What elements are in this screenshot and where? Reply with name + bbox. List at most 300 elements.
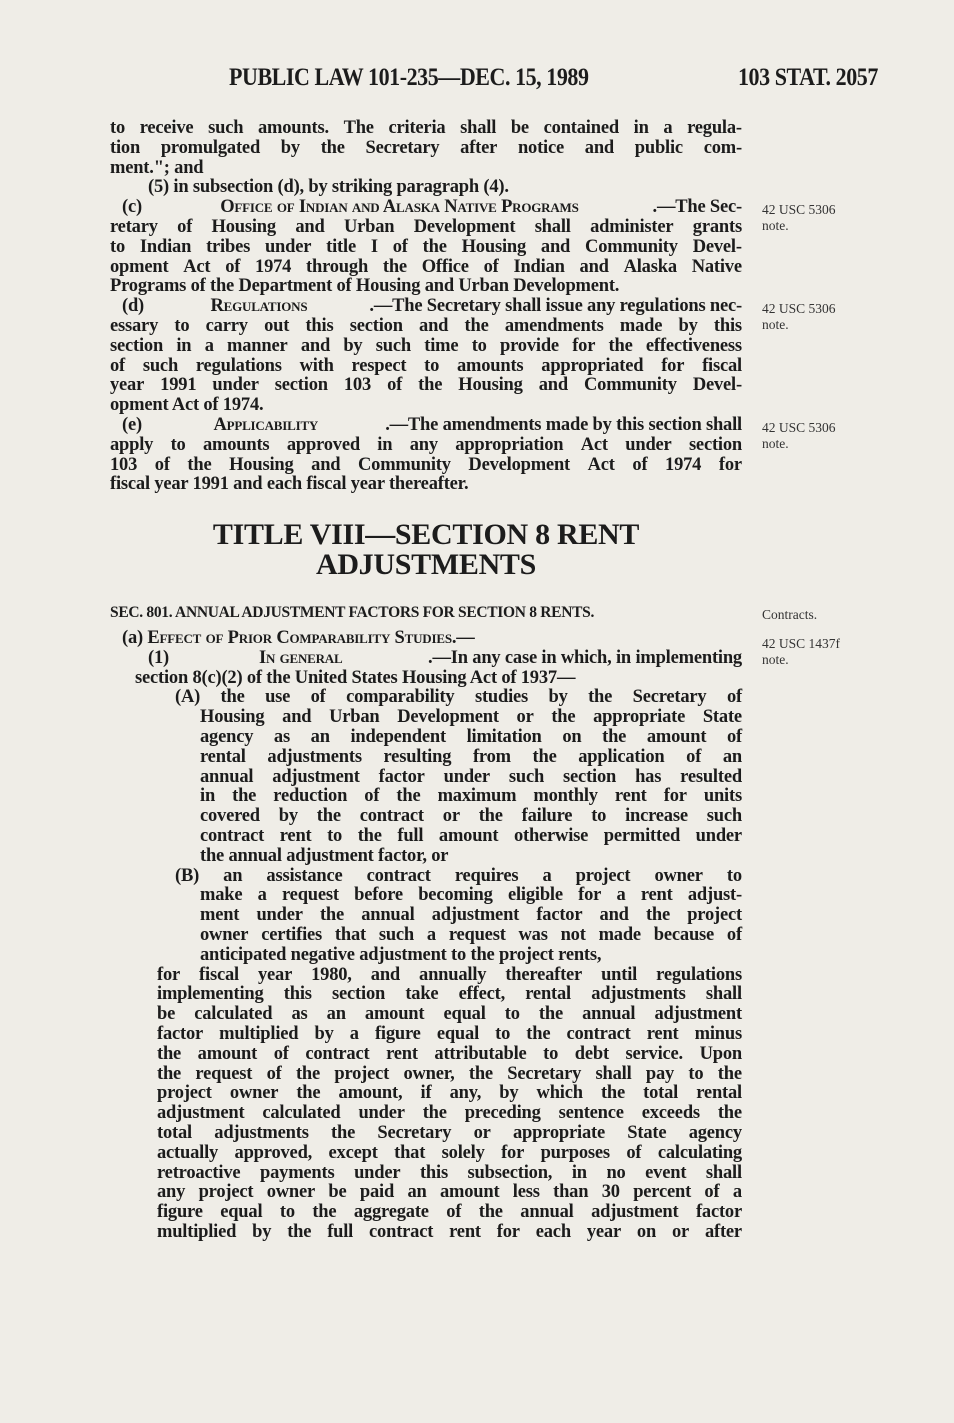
margin-note — [762, 636, 840, 668]
word: that — [334, 924, 366, 945]
text-segment: fiscal year 1991 and each fiscal year thereafter. — [110, 474, 469, 495]
word: project — [687, 905, 742, 926]
word: studies — [474, 687, 529, 708]
text-line — [110, 708, 742, 728]
text-segment: agency — [200, 726, 254, 747]
word: provide — [500, 335, 559, 356]
word: the — [478, 1202, 503, 1223]
word: contract — [366, 865, 431, 886]
word: percent — [633, 1182, 692, 1203]
word: service. — [625, 1043, 683, 1064]
word: or — [516, 707, 534, 728]
text-line — [110, 1124, 742, 1144]
text-segment: any — [157, 1182, 186, 1203]
word: not — [560, 924, 586, 945]
margin-note — [762, 202, 836, 234]
word: the — [608, 335, 633, 356]
word: each — [535, 1221, 571, 1242]
word: as — [273, 726, 290, 747]
word: no — [606, 1162, 626, 1183]
text-segment: tion — [110, 137, 141, 158]
word: with — [299, 355, 334, 376]
title-heading-line-2: ADJUSTMENTS — [315, 548, 537, 581]
word: the — [532, 746, 557, 767]
text-block-sec-continued — [110, 119, 742, 495]
word: of — [364, 786, 380, 807]
word: application — [578, 746, 665, 767]
word: owner — [654, 865, 703, 886]
word: of — [686, 746, 702, 767]
word: annual — [582, 1004, 636, 1025]
word: under — [443, 766, 490, 787]
word: for — [661, 355, 685, 376]
word: solely — [441, 1142, 485, 1163]
word: the — [717, 1103, 742, 1124]
text-segment: owner — [200, 924, 249, 945]
word: in — [571, 1162, 587, 1183]
word: section — [274, 375, 328, 396]
word: for — [501, 1142, 525, 1163]
word: and — [419, 315, 449, 336]
word: contract — [359, 806, 424, 827]
text-segment: .—The Sec- — [652, 197, 742, 218]
text-segment: year — [110, 375, 145, 396]
text-segment: (5) in subsection (d), by striking paragraph (4). — [148, 177, 509, 198]
word: factor — [378, 766, 425, 787]
word: promulgated — [160, 137, 261, 158]
word: adjustment — [272, 766, 360, 787]
word: this — [283, 984, 312, 1005]
word: rental — [696, 1083, 742, 1104]
word: to — [543, 1043, 559, 1064]
word: the — [422, 236, 447, 257]
word: the — [645, 905, 671, 926]
text-line — [110, 396, 742, 416]
word: as — [291, 1004, 308, 1025]
text-segment: (d) — [122, 296, 149, 317]
word: this — [305, 315, 334, 336]
text-line — [110, 867, 742, 887]
word: to — [688, 1063, 704, 1084]
word: of — [726, 924, 742, 945]
word: 1974 — [665, 454, 702, 475]
word: title — [326, 236, 356, 257]
margin-note-line: note. — [762, 436, 789, 451]
word: Indian — [139, 236, 192, 257]
word: certifies — [261, 924, 323, 945]
word: take — [405, 984, 439, 1005]
word: annually — [419, 964, 487, 985]
word: rent — [449, 1221, 481, 1242]
word: an — [310, 726, 330, 747]
word: an — [223, 865, 243, 886]
text-line — [110, 1183, 742, 1203]
word: time — [424, 335, 459, 356]
word: of — [273, 1043, 289, 1064]
word: the — [468, 1063, 493, 1084]
word: for — [496, 1221, 520, 1242]
word: approved, — [234, 1142, 313, 1163]
word: maximum — [437, 786, 517, 807]
word: and — [599, 905, 629, 926]
word: contract — [369, 1221, 434, 1242]
text-line — [110, 1025, 742, 1045]
text-segment: (c) — [122, 197, 147, 218]
word: Native — [691, 256, 742, 277]
word: preceding — [464, 1103, 541, 1124]
word: full — [397, 825, 424, 846]
word: shall — [705, 1162, 742, 1183]
word: equal — [220, 1202, 263, 1223]
word: under — [256, 905, 303, 926]
text-segment: section 8(c)(2) of the United States Housing Act of 1937— — [135, 667, 576, 688]
word: grants — [692, 216, 742, 237]
word: the — [588, 687, 613, 708]
word: after — [704, 1221, 742, 1242]
word: the — [295, 1063, 321, 1084]
word: under — [695, 825, 742, 846]
word: comparability — [346, 687, 455, 708]
text-segment: (e) — [122, 414, 147, 435]
text-line — [110, 1164, 742, 1184]
word: a — [732, 1182, 742, 1203]
word: Alaska — [623, 256, 677, 277]
word: failure — [521, 806, 573, 827]
word: the — [396, 786, 421, 807]
margin-note-line: Contracts. — [762, 607, 818, 622]
word: criteria — [388, 118, 446, 138]
word: I — [370, 236, 378, 257]
text-line — [110, 218, 742, 238]
word: the — [357, 825, 382, 846]
word: to — [495, 1023, 511, 1044]
word: Housing — [458, 375, 523, 396]
word: section — [563, 766, 617, 787]
word: for — [572, 335, 596, 356]
word: amount — [197, 1043, 258, 1064]
word: use — [265, 687, 291, 708]
word: 30 — [601, 1182, 620, 1203]
word: if — [420, 1083, 432, 1104]
word: and — [295, 216, 325, 237]
text-line — [110, 906, 742, 926]
word: of — [310, 687, 326, 708]
text-segment: section — [110, 335, 164, 356]
word: under — [625, 434, 672, 455]
text-line — [110, 728, 742, 748]
word: regulations — [195, 355, 282, 376]
word: that — [394, 1142, 426, 1163]
word: increase — [625, 806, 688, 827]
word: by — [499, 1083, 519, 1104]
word: annual — [361, 905, 415, 926]
word: to — [591, 806, 607, 827]
text-segment: .—The Secretary shall issue any regulations nec- — [369, 296, 742, 317]
word: a — [542, 865, 552, 886]
word: of — [154, 454, 170, 475]
word: shall — [705, 984, 742, 1005]
text-segment: to — [110, 236, 126, 257]
word: of — [266, 1063, 282, 1084]
word: Housing — [211, 216, 276, 237]
word: resulting — [383, 746, 452, 767]
word: attributable — [434, 1043, 527, 1064]
word: except — [328, 1142, 378, 1163]
word: State — [702, 707, 742, 728]
word: request — [195, 1063, 253, 1084]
text-line — [110, 436, 742, 456]
text-line — [110, 1203, 742, 1223]
text-line — [110, 416, 742, 436]
word: figure — [374, 1023, 421, 1044]
text-segment: be — [157, 1004, 176, 1025]
word: total — [643, 1083, 679, 1104]
word: Community — [358, 454, 451, 475]
word: was — [518, 924, 548, 945]
text-segment: total — [157, 1122, 192, 1143]
text-segment: .— — [451, 628, 475, 648]
word: through — [306, 256, 369, 277]
word: The — [343, 118, 374, 138]
text-line — [110, 277, 742, 297]
word: the — [464, 315, 489, 336]
word: request — [448, 924, 506, 945]
text-line — [110, 787, 742, 807]
word: made — [598, 924, 641, 945]
word: to — [174, 315, 190, 336]
word: request — [282, 885, 339, 906]
word: Development — [468, 454, 570, 475]
word: calculated — [262, 1103, 341, 1124]
word: administer — [590, 216, 674, 237]
word: annual — [520, 1202, 574, 1223]
word: of — [387, 375, 403, 396]
word: appropriate — [512, 1122, 605, 1143]
word: agency — [688, 1122, 742, 1143]
word: because — [653, 924, 715, 945]
section-heading: SEC. 801. ANNUAL ADJUSTMENT FACTORS FOR SECTION 8 RENTS. — [110, 604, 595, 621]
word: Secretary — [365, 137, 440, 158]
word: limitation — [466, 726, 542, 747]
word: to — [327, 825, 343, 846]
word: such — [706, 806, 742, 827]
word: the — [418, 375, 443, 396]
word: amounts — [456, 355, 524, 376]
word: shall — [595, 1063, 632, 1084]
word: section — [349, 315, 403, 336]
text-line — [110, 669, 742, 689]
word: or — [473, 1122, 491, 1143]
text-line — [110, 1223, 742, 1243]
text-line — [110, 1005, 742, 1025]
word: of — [726, 726, 742, 747]
word: Act — [587, 454, 615, 475]
word: 1991 — [160, 375, 197, 396]
word: equal — [443, 1004, 486, 1025]
margin-note — [762, 301, 836, 333]
word: adjustment — [654, 1004, 742, 1025]
word: has — [635, 766, 662, 787]
word: regula- — [687, 118, 742, 138]
word: a — [663, 118, 673, 138]
word: Upon — [699, 1043, 742, 1064]
text-segment: ment — [200, 905, 240, 926]
text-segment: implementing — [157, 984, 264, 1005]
text-line — [110, 159, 742, 179]
text-segment: (B) — [175, 865, 200, 886]
text-segment: 103 — [110, 454, 138, 475]
word: carry — [205, 315, 248, 336]
word: the — [220, 687, 245, 708]
word: from — [472, 746, 511, 767]
word: and — [282, 707, 312, 728]
word: section — [688, 434, 742, 455]
text-segment: opment Act of 1974. — [110, 395, 264, 416]
text-block-sec-801 — [110, 629, 742, 1243]
word: fiscal — [702, 355, 742, 376]
word: and — [540, 236, 571, 257]
text-line — [110, 768, 742, 788]
word: under — [264, 236, 312, 257]
word: the — [600, 1083, 626, 1104]
word: requires — [454, 865, 519, 886]
word: by — [280, 137, 300, 158]
text-segment: (A) — [175, 687, 201, 708]
margin-note — [762, 607, 817, 623]
text-segment: the — [157, 1063, 182, 1084]
word: reduction — [273, 786, 348, 807]
margin-note-line: 42 USC 5306 — [762, 420, 836, 435]
word: to — [279, 1202, 295, 1223]
word: sentence — [558, 1103, 624, 1124]
text-line — [110, 847, 742, 867]
word: in — [377, 434, 393, 455]
word: factor — [695, 1202, 742, 1223]
word: of — [483, 256, 499, 277]
margin-note-line: note. — [762, 218, 789, 233]
word: before — [354, 885, 403, 906]
word: and — [370, 964, 400, 985]
word: becoming — [418, 885, 493, 906]
word: Community — [585, 236, 678, 257]
word: the — [320, 137, 345, 158]
word: of — [446, 1202, 462, 1223]
word: equal — [436, 1023, 480, 1044]
text-segment: retroactive — [157, 1162, 241, 1183]
word: a — [204, 335, 214, 356]
word: contract — [566, 1023, 631, 1044]
word: appropriated — [541, 355, 644, 376]
text-segment: figure — [157, 1202, 203, 1223]
text-line — [110, 748, 742, 768]
word: multiplied — [219, 1023, 299, 1044]
word: rent — [386, 1043, 418, 1064]
word: less — [512, 1182, 540, 1203]
word: appropriation — [455, 434, 564, 455]
word: permitted — [603, 825, 681, 846]
text-segment: essary — [110, 315, 159, 336]
text-segment: Housing — [200, 707, 265, 728]
word: units — [703, 786, 742, 807]
text-line — [110, 178, 742, 198]
word: the — [312, 1202, 337, 1223]
word: for — [578, 885, 602, 906]
word: this — [419, 1162, 448, 1183]
text-line — [110, 966, 742, 986]
text-line — [110, 317, 742, 337]
text-line — [110, 827, 742, 847]
word: under — [212, 375, 259, 396]
word: amendments — [504, 315, 604, 336]
text-line — [110, 258, 742, 278]
word: made — [619, 315, 663, 336]
text-segment: annual — [200, 766, 254, 787]
word: project — [334, 1063, 390, 1084]
word: the — [538, 1004, 563, 1025]
word: Devel- — [692, 375, 742, 396]
word: of — [177, 216, 193, 237]
word: shall — [534, 216, 571, 237]
text-segment: .—The amendments made by this section shall — [385, 414, 742, 435]
word: this — [713, 315, 742, 336]
text-line — [110, 1084, 742, 1104]
word: of — [704, 1182, 720, 1203]
word: adjust- — [687, 885, 742, 906]
text-line — [110, 1045, 742, 1065]
word: Secretary — [507, 1063, 582, 1084]
word: resulted — [680, 766, 742, 787]
text-segment: apply — [110, 434, 154, 455]
word: the — [296, 1083, 321, 1104]
word: and — [584, 137, 614, 158]
text-segment: ment."; and — [110, 157, 204, 178]
word: of — [225, 256, 241, 277]
word: regulations — [656, 964, 742, 985]
word: owner, — [403, 1063, 455, 1084]
word: to — [424, 355, 440, 376]
text-segment: factor — [157, 1023, 204, 1044]
word: shall — [460, 118, 497, 138]
word: year — [257, 964, 293, 985]
text-line — [110, 688, 742, 708]
word: than — [553, 1182, 589, 1203]
text-segment: to — [110, 118, 126, 138]
word: Devel- — [692, 236, 742, 257]
word: amount — [646, 726, 707, 747]
word: Community — [584, 375, 677, 396]
text-line — [110, 985, 742, 1005]
word: pay — [645, 1063, 675, 1084]
word: to — [170, 434, 186, 455]
word: payments — [260, 1162, 335, 1183]
word: adjustment — [431, 905, 520, 926]
word: adjustments — [267, 746, 362, 767]
word: full — [327, 1221, 354, 1242]
word: paid — [359, 1182, 395, 1203]
word: project — [198, 1182, 254, 1203]
word: approved — [286, 434, 360, 455]
text-segment: anticipated negative adjustment to the project rents, — [200, 944, 602, 965]
word: com- — [703, 137, 742, 158]
word: owner — [229, 1083, 279, 1104]
word: of — [626, 1142, 642, 1163]
text-line — [110, 926, 742, 946]
word: project — [575, 865, 631, 886]
word: Office — [421, 256, 469, 277]
word: until — [601, 964, 638, 985]
word: Development — [397, 707, 499, 728]
subsection-heading: Applicability — [213, 414, 319, 435]
